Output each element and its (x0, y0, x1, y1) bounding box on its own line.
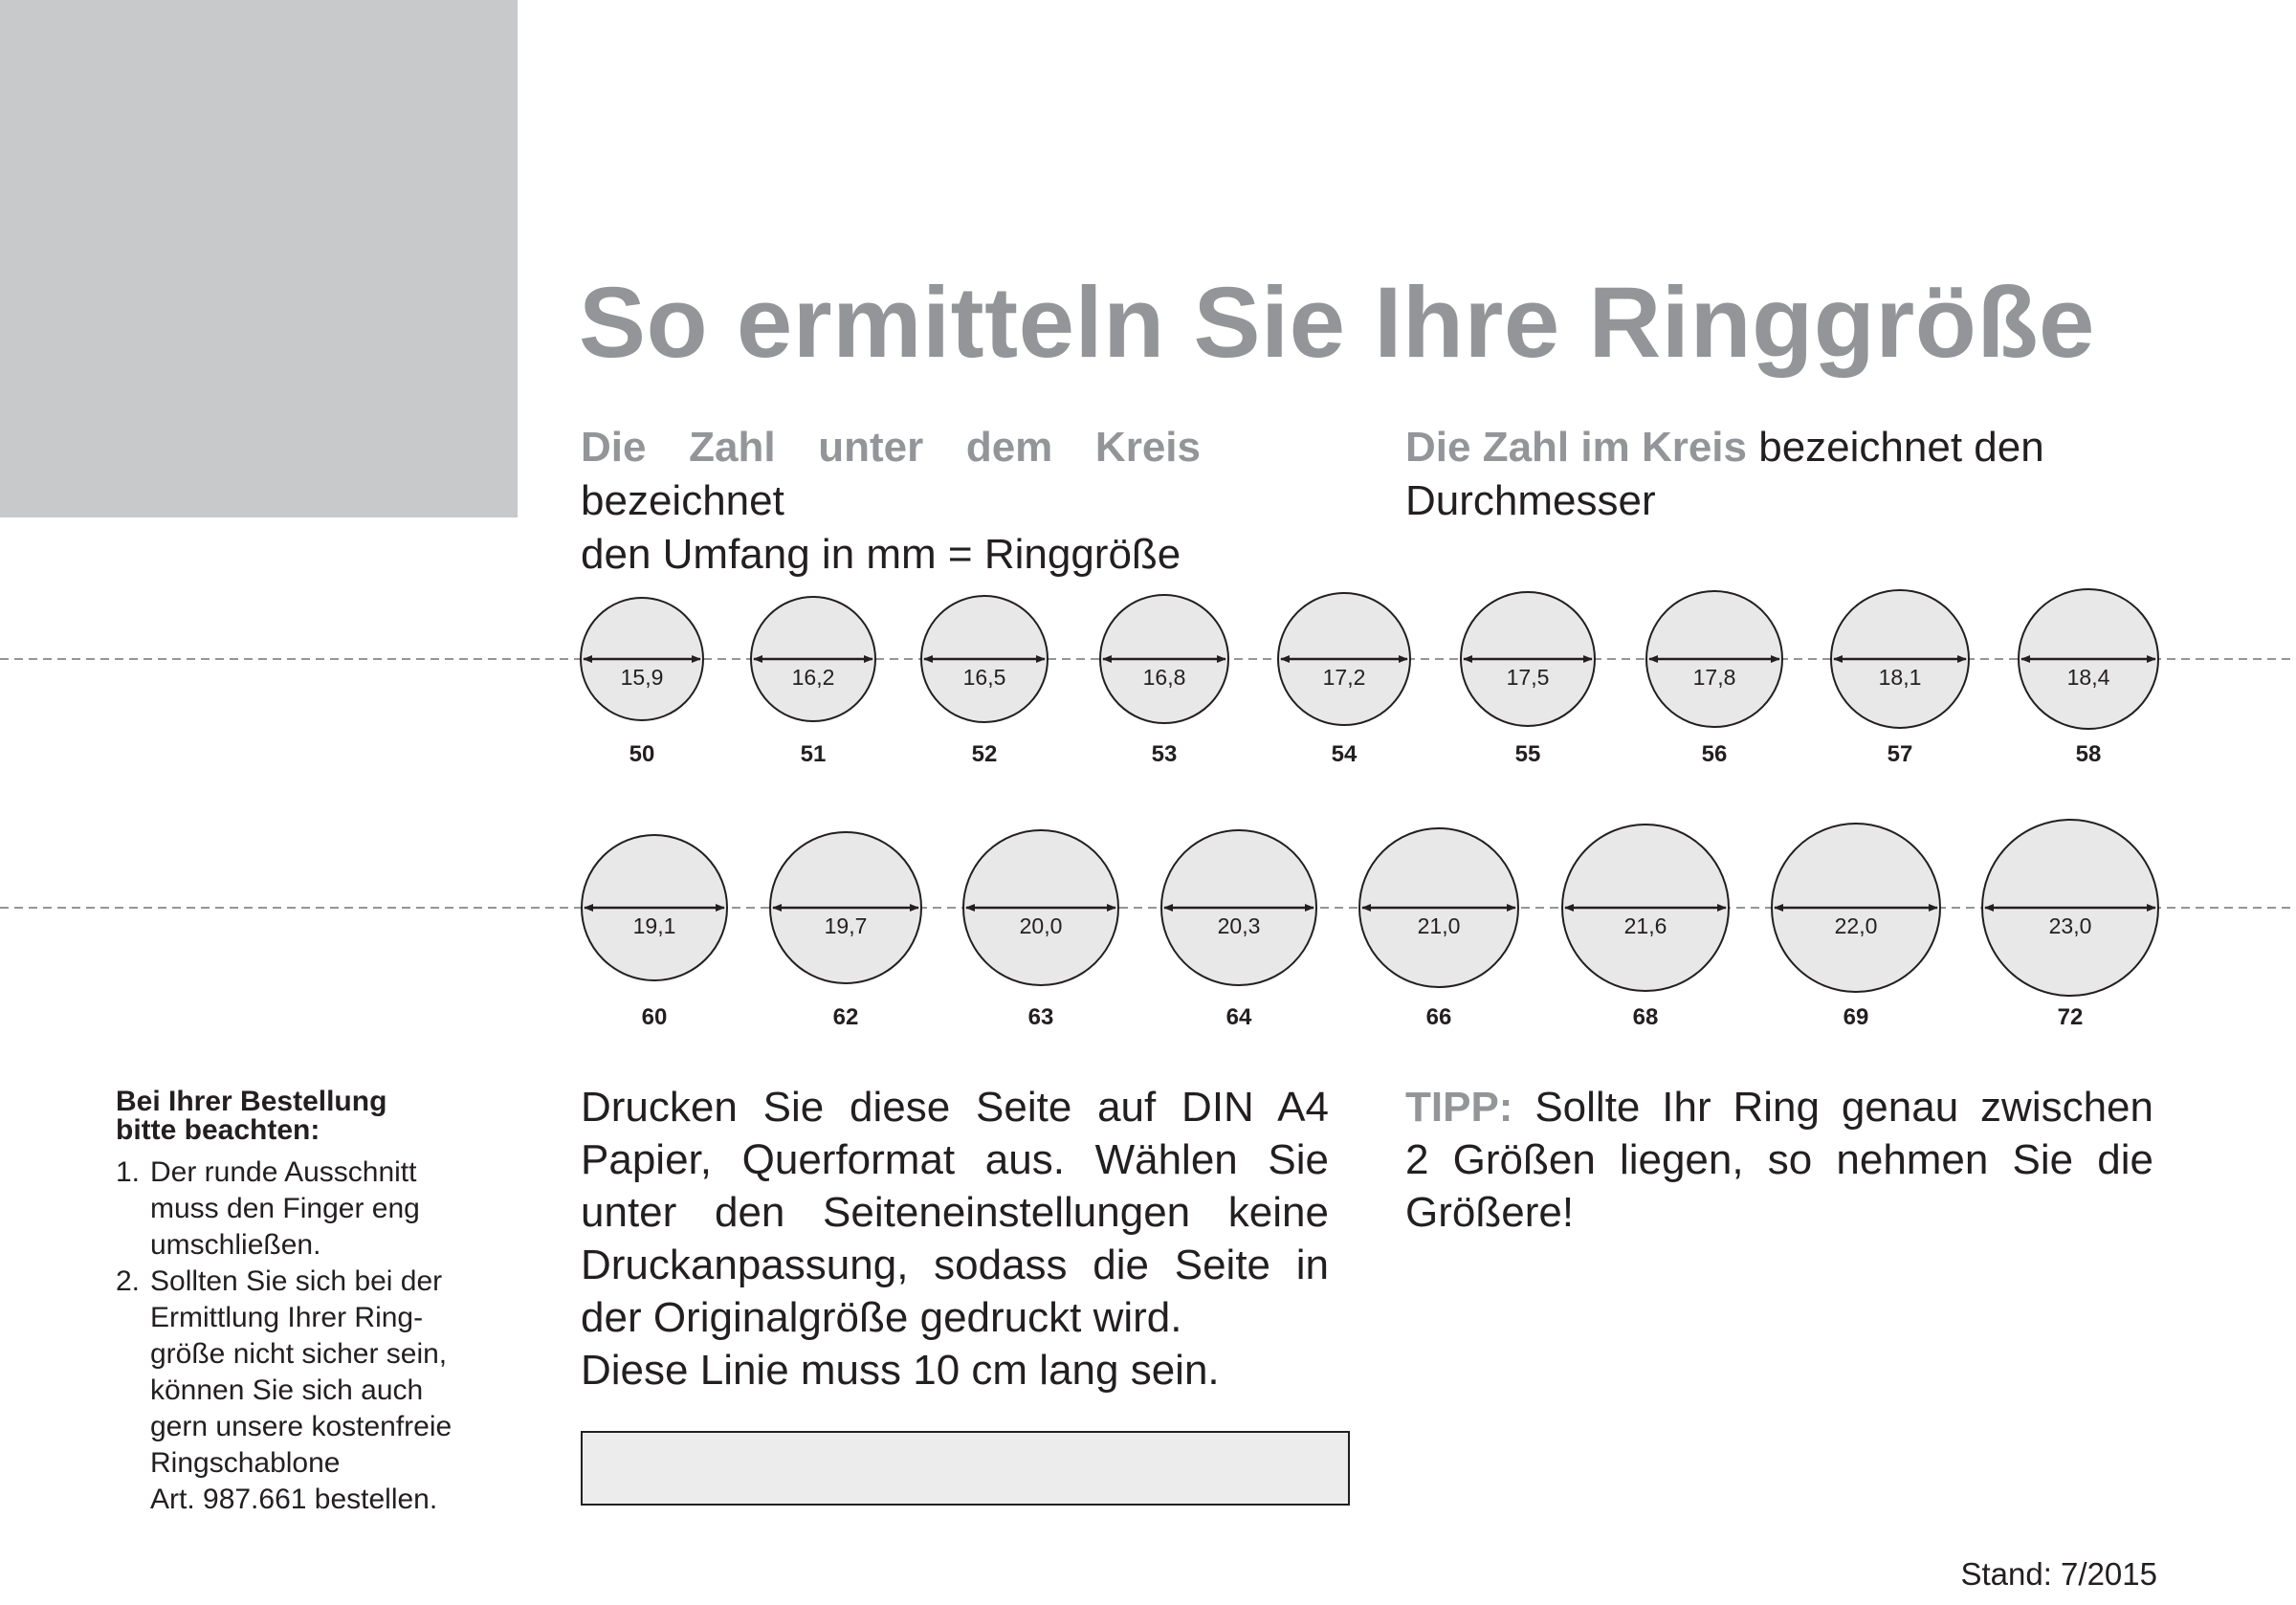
order-note-item-1 (116, 1154, 479, 1264)
order-note-item-2-line: größe nicht sicher sein, (150, 1338, 448, 1370)
tip-line-2: 2 Größen liegen, so nehmen Sie die (1405, 1136, 2153, 1183)
ring-diameter-label: 15,9 (620, 665, 664, 690)
ring-66 (1359, 828, 1518, 1030)
ring-size-label: 60 (641, 1004, 668, 1030)
ring-size-label: 66 (1425, 1004, 1452, 1030)
ring-56 (1646, 591, 1782, 767)
order-note-heading-line1: Bei Ihrer Bestellung (116, 1086, 387, 1117)
ring-diameter-label: 16,5 (962, 665, 1006, 690)
print-instructions-line: Drucken Sie diese Seite auf DIN A4 (581, 1084, 1329, 1131)
order-note-item-2-line: gern unsere kostenfreie (150, 1411, 453, 1442)
tip-label: TIPP: (1405, 1084, 1513, 1131)
ring-diameter-label: 18,4 (2066, 665, 2110, 690)
ring-52 (921, 596, 1048, 767)
print-instructions-line: Diese Linie muss 10 cm lang sein. (581, 1347, 1220, 1394)
ring-size-label: 58 (2075, 741, 2102, 767)
ring-size-label: 69 (1843, 1004, 1869, 1030)
order-note-item-2-line: Ermittlung Ihrer Ring- (150, 1302, 424, 1333)
ring-diameter-label: 16,8 (1142, 665, 1186, 690)
print-instructions-line: Druckanpassung, sodass die Seite in (581, 1242, 1329, 1288)
ring-72 (1982, 820, 2158, 1030)
intro-diameter-rest: bezeichnet den (1747, 424, 2044, 471)
ring-diameter-label: 23,0 (2048, 913, 2092, 938)
print-instructions-line: unter den Seiteneinstellungen keine (581, 1189, 1329, 1236)
ring-diameter-label: 17,5 (1506, 665, 1550, 690)
ring-50 (581, 598, 703, 767)
order-note-item-1-line: muss den Finger eng (150, 1193, 420, 1224)
ring-diameter-label: 19,7 (824, 913, 868, 938)
ring-size-label: 52 (971, 741, 998, 767)
ring-size-label: 51 (800, 741, 827, 767)
intro-circumference-highlight: Die Zahl unter dem Kreis (581, 424, 1201, 471)
ring-diameter-label: 20,0 (1019, 913, 1063, 938)
ring-60 (582, 835, 727, 1030)
ring-size-label: 55 (1514, 741, 1541, 767)
ring-size-label: 53 (1151, 741, 1178, 767)
tip-line-1 (1405, 1081, 2153, 1133)
order-note-item-2-line: Ringschablone (150, 1447, 341, 1479)
ring-size-label: 50 (629, 741, 655, 767)
intro-diameter-highlight: Die Zahl im Kreis (1405, 424, 1748, 471)
order-note-item-2-line: Art. 987.661 bestellen. (150, 1484, 438, 1515)
ring-size-label: 57 (1887, 741, 1913, 767)
ruler-box (581, 1431, 1350, 1506)
ring-diameter-label: 16,2 (791, 665, 835, 690)
ring-diameter-label: 19,1 (632, 913, 676, 938)
ring-57 (1831, 590, 1969, 767)
ring-size-label: 54 (1331, 741, 1358, 767)
order-note-item-2-line: Sollten Sie sich bei der (150, 1265, 443, 1297)
order-note-item-1-line: Der runde Ausschnitt (150, 1156, 417, 1188)
print-instructions-line: Papier, Querformat aus. Wählen Sie (581, 1136, 1329, 1183)
order-note-item-1-line: umschließen. (150, 1229, 321, 1261)
ring-62 (770, 832, 921, 1030)
ring-64 (1161, 830, 1316, 1030)
ring-size-label: 56 (1701, 741, 1728, 767)
ring-63 (963, 830, 1118, 1030)
print-instructions-line: der Originalgröße gedruckt wird. (581, 1294, 1182, 1341)
ring-diameter-label: 22,0 (1834, 913, 1878, 938)
order-note-item-2-line: können Sie sich auch (150, 1374, 424, 1406)
intro-circumference-rest: bezeichnet (581, 477, 784, 524)
tip-line-1-text: Sollte Ihr Ring genau zwischen (1512, 1084, 2153, 1131)
ring-55 (1461, 592, 1595, 767)
order-note-item-1-number: 1. (116, 1156, 141, 1188)
order-note-item-2 (116, 1264, 479, 1518)
order-note-heading (116, 1088, 479, 1145)
ring-68 (1562, 824, 1729, 1030)
ring-diameter-label: 17,2 (1322, 665, 1366, 690)
ring-diameter-label: 21,6 (1623, 913, 1667, 938)
ring-size-label: 64 (1225, 1004, 1252, 1030)
ring-53 (1100, 595, 1228, 767)
ring-size-label: 63 (1027, 1004, 1054, 1030)
tip-line-3: Größere! (1405, 1189, 1575, 1236)
ring-69 (1772, 824, 1940, 1030)
ring-diameter-label: 20,3 (1217, 913, 1261, 938)
order-note-list (116, 1154, 479, 1518)
ring-58 (2019, 589, 2158, 767)
version-stamp: Stand: 7/2015 (1960, 1556, 2157, 1592)
tip-box (1405, 1081, 2153, 1239)
order-note (116, 1088, 479, 1518)
ring-diameter-label: 18,1 (1878, 665, 1922, 690)
intro-diameter-line2: Durchmesser (1405, 477, 1656, 524)
intro-circumference-line2: den Umfang in mm = Ringgröße (581, 531, 1181, 578)
page-title: So ermitteln Sie Ihre Ringgröße (579, 267, 2095, 379)
ring-size-label: 62 (832, 1004, 859, 1030)
ring-51 (751, 597, 875, 767)
ring-diameter-label: 17,8 (1692, 665, 1736, 690)
ring-diameter-label: 21,0 (1417, 913, 1461, 938)
ring-54 (1278, 593, 1410, 767)
ring-size-label: 68 (1632, 1004, 1659, 1030)
order-note-item-2-number: 2. (116, 1265, 141, 1297)
order-note-heading-line2: bitte beachten: (116, 1114, 320, 1146)
ring-size-label: 72 (2057, 1004, 2084, 1030)
rings-layer (581, 589, 2158, 1030)
print-instructions (581, 1081, 1329, 1396)
